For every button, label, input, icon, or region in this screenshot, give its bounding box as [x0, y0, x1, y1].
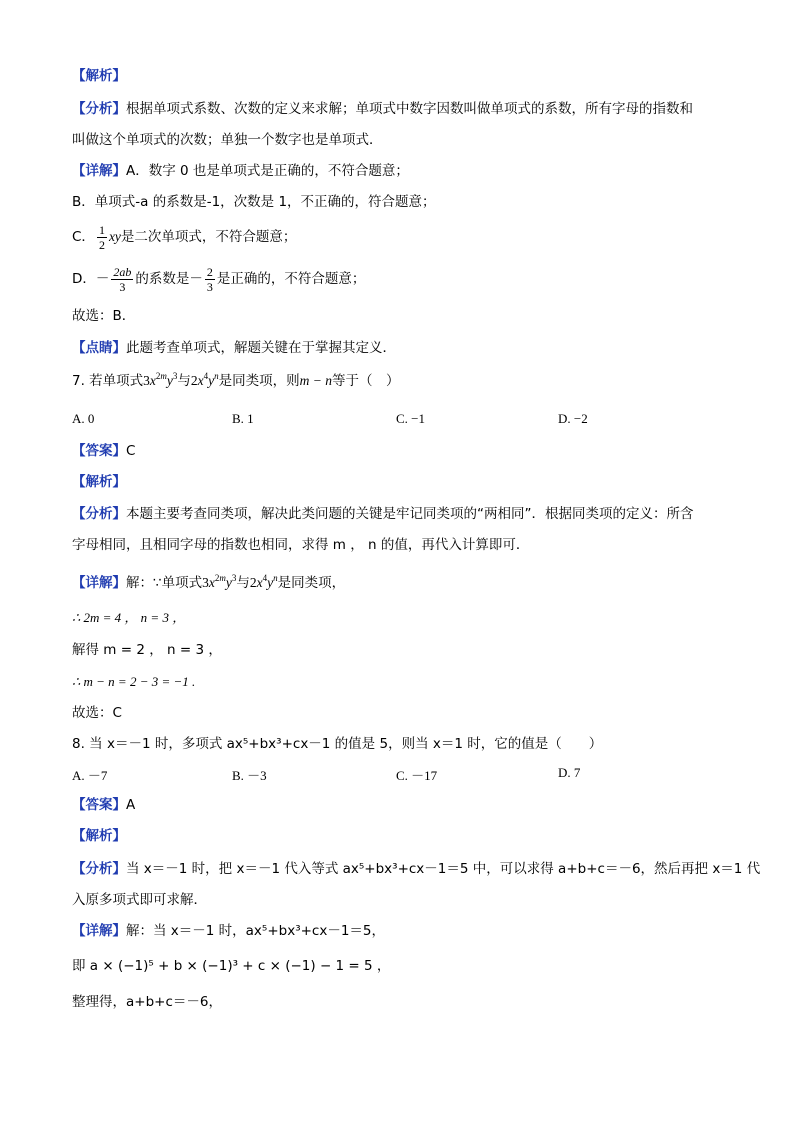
- q7-step2: 解得 m = 2 ， n = 3 ，: [72, 642, 222, 658]
- q7-option-a: A. 0: [72, 411, 95, 426]
- q7-stem-mid2: 是同类项，则: [218, 373, 300, 389]
- detail-6-c-prefix: C．: [72, 229, 95, 245]
- q8-option-a: A. －7: [72, 768, 108, 783]
- xiangjie-label: 【详解】: [72, 923, 126, 939]
- detail-6-c: [72, 220, 296, 254]
- detail-6-d: [72, 262, 365, 296]
- q7-option-c: C. −1: [396, 411, 426, 426]
- dianjing-label: 【点睛】: [72, 340, 126, 356]
- q8-detail-line2: 即 a × (−1)⁵ + b × (−1)³ + c × (−1) − 1 = 5 ，: [72, 958, 391, 974]
- q7-stem-suffix: 等于（ ）: [332, 373, 400, 389]
- fraction-denominator: 2: [98, 237, 105, 252]
- q7-step1: ∴ 2m = 4 ， n = 3 ，: [72, 610, 186, 625]
- q8-answer-value: A: [126, 797, 136, 813]
- q8-analysis-line1: [72, 860, 760, 878]
- choice-6: 故选：B．: [72, 308, 136, 324]
- fraction-denominator: 3: [206, 279, 213, 294]
- q7-monomial-2: $2x^4y^n$: [190, 371, 219, 388]
- jiexi-label-7: 【解析】: [72, 474, 126, 490]
- analysis-6-text2: 叫做这个单项式的次数；单独一个数字也是单项式．: [72, 132, 383, 148]
- q7-analysis-text1: 本题主要考查同类项，解决此类问题的关键是牢记同类项的“两相同”．根据同类项的定义：所含: [126, 506, 694, 522]
- analysis-6-text1: 根据单项式系数、次数的定义来求解；单项式中数字因数叫做单项式的系数，所有字母的指数和: [126, 101, 693, 117]
- jiexi-label-6: 【解析】: [72, 68, 126, 84]
- daan-label: 【答案】: [72, 797, 126, 813]
- q8-detail-line3: 整理得，a+b+c＝－6，: [72, 994, 222, 1010]
- q7-detail-monomial-2: $2x^4y^n$: [249, 573, 278, 590]
- detail-6-b: B．单项式-a 的系数是-1，次数是 1，不正确的，符合题意；: [72, 194, 436, 210]
- q8-stem: 8. 当 x＝－1 时，多项式 ax⁵+bx³+cx－1 的值是 5，则当 x＝1 时，它的值是（ ）: [72, 736, 603, 752]
- fraction-numerator: 2: [206, 264, 213, 279]
- fenxi-label: 【分析】: [72, 101, 126, 117]
- q7-analysis-line1: [72, 505, 694, 523]
- fraction-denominator: 3: [119, 279, 126, 294]
- fraction-numerator: 2ab: [113, 264, 132, 279]
- daan-label: 【答案】: [72, 443, 126, 459]
- q7-answer: [72, 442, 135, 460]
- fenxi-label: 【分析】: [72, 506, 126, 522]
- q8-analysis-text2: 入原多项式即可求解．: [72, 892, 207, 908]
- q7-stem-mid1: 与: [177, 373, 191, 389]
- q7-choice: 故选：C: [72, 705, 122, 721]
- fenxi-label: 【分析】: [72, 861, 126, 877]
- q7-stem-prefix: 7. 若单项式: [72, 373, 144, 389]
- dianjing-text: 此题考查单项式，解题关键在于掌握其定义．: [126, 340, 396, 356]
- detail-6-a-text: A．数字 0 也是单项式是正确的，不符合题意；: [126, 163, 409, 179]
- q7-analysis-text2: 字母相同，且相同字母的指数也相同，求得 m ， n 的值，再代入计算即可．: [72, 537, 530, 553]
- fraction-2ab-3: [111, 265, 133, 294]
- q7-stem: [72, 372, 400, 390]
- xiangjie-label: 【详解】: [72, 575, 126, 591]
- q8-option-c: C. －17: [396, 768, 438, 783]
- q7-detail-monomial-1: $3x^{2m}y^3$: [202, 573, 237, 590]
- q7-expr: m − n: [299, 373, 333, 388]
- q7-step3: ∴ m − n = 2 − 3 = −1 .: [72, 674, 196, 689]
- q8-option-b: B. －3: [232, 768, 267, 783]
- detail-6-c-suffix: 是二次单项式，不符合题意；: [120, 229, 297, 245]
- q8-option-d: D. 7: [558, 765, 581, 780]
- dianjing-6: [72, 339, 396, 357]
- q8-detail-line1: [72, 922, 385, 940]
- q7-answer-value: C: [126, 443, 136, 459]
- q7-detail-prefix: 解：∵单项式: [126, 575, 203, 591]
- analysis-6-line1: [72, 100, 693, 118]
- q8-answer: [72, 796, 135, 814]
- q7-option-d: D. −2: [558, 411, 588, 426]
- q7-detail-suffix: 是同类项，: [277, 575, 346, 591]
- detail-6-d-mid: 的系数是－: [135, 271, 203, 287]
- q8-detail-text1: 解：当 x＝－1 时，ax⁵+bx³+cx－1＝5，: [126, 923, 386, 939]
- q7-detail-line: [72, 574, 345, 592]
- detail-6-d-suffix: 是正确的，不符合题意；: [216, 271, 366, 287]
- detail-6-d-prefix: D．－: [72, 271, 110, 287]
- xiangjie-label: 【详解】: [72, 163, 126, 179]
- detail-6-a: [72, 162, 409, 180]
- q7-monomial-1: $3x^{2m}y^3$: [143, 371, 178, 388]
- q7-option-b: B. 1: [232, 411, 254, 426]
- q8-analysis-text1: 当 x＝－1 时，把 x＝－1 代入等式 ax⁵+bx³+cx－1＝5 中，可以求得 a+b+c＝－6，然后再把 x＝1 代: [126, 861, 761, 877]
- q7-detail-mid: 与: [236, 575, 250, 591]
- detail-6-c-var: xy: [108, 229, 121, 244]
- fraction-numerator: 1: [98, 222, 105, 237]
- fraction-2-3: [205, 265, 215, 294]
- jiexi-label-8: 【解析】: [72, 828, 126, 844]
- fraction-1-2: [97, 223, 107, 252]
